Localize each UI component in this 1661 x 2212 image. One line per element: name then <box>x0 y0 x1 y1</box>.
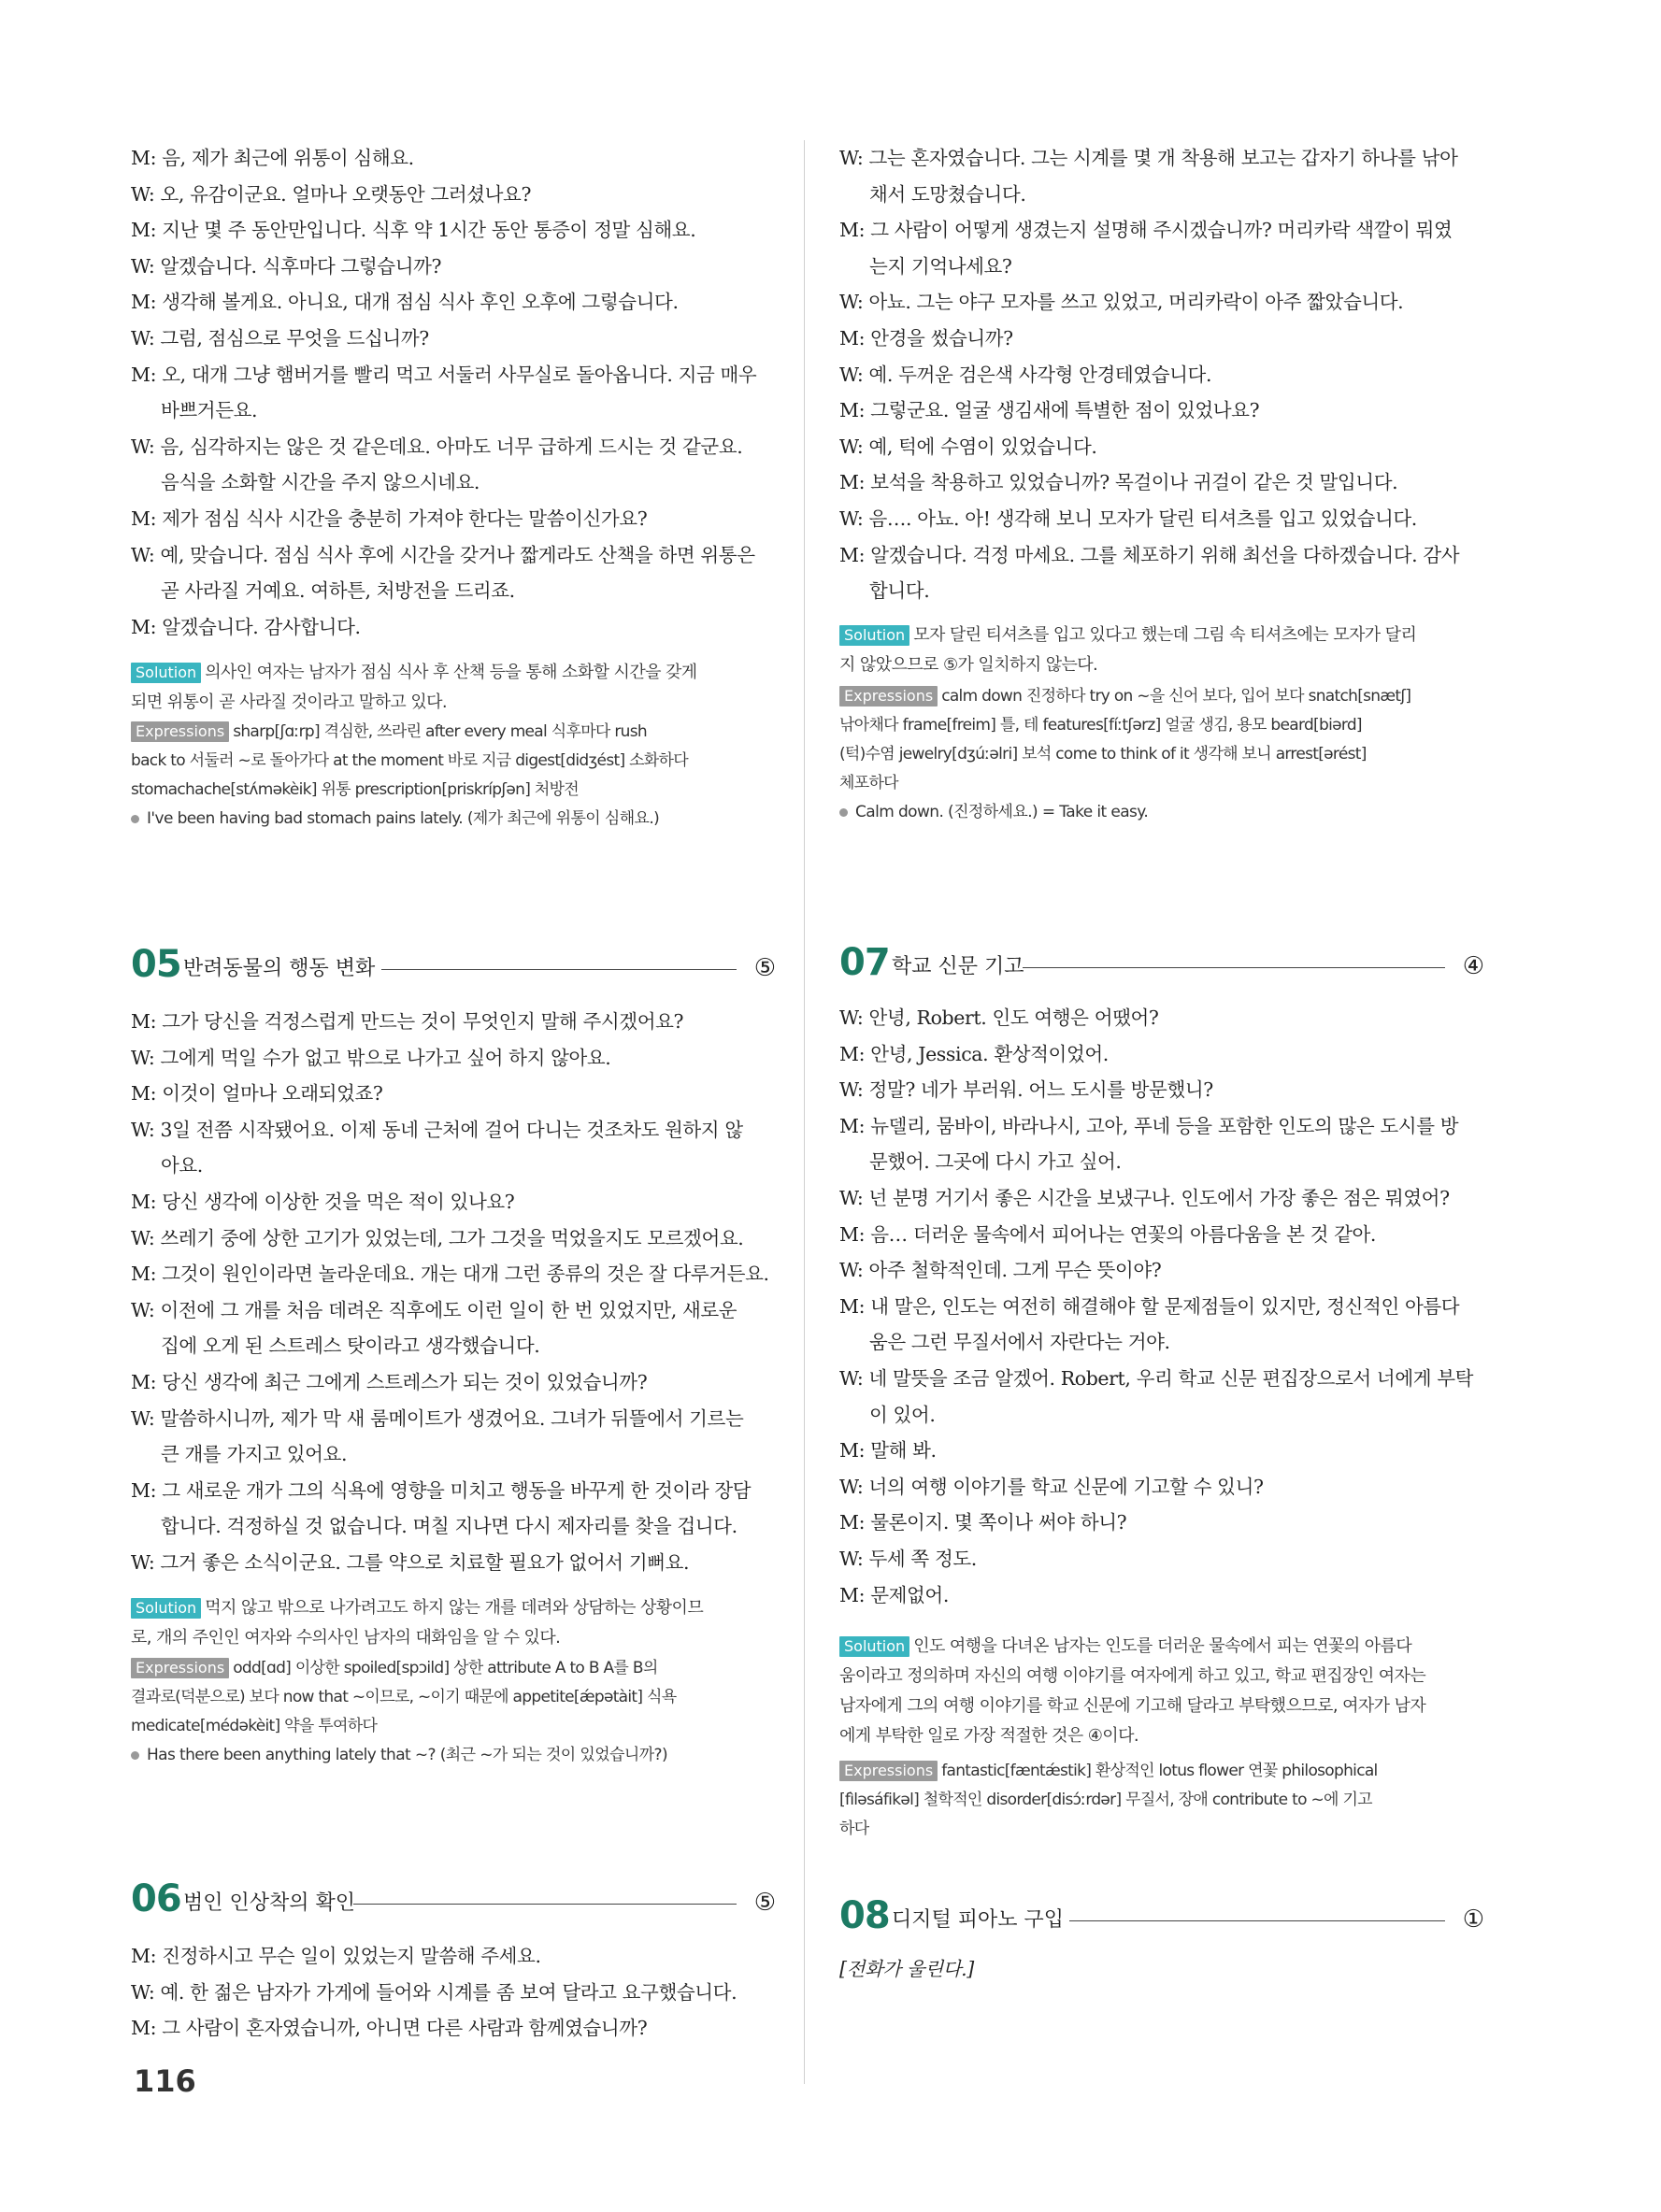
section-header-06 <box>131 1873 776 1919</box>
section-title: 학교 신문 기고 <box>892 955 1024 978</box>
dialog-block-04 <box>131 140 776 645</box>
dialog-line: 바쁘거든요. <box>161 399 258 422</box>
dialog-line: 는지 기억나세요? <box>869 254 1012 278</box>
dialog-line: W: 정말? 네가 부러워. 어느 도시를 방문했니? <box>839 1078 1213 1102</box>
dialog-line: W: 알겠습니다. 식후마다 그렇습니까? <box>131 254 442 278</box>
dialog-line: M: 음… 더러운 물속에서 피어나는 연꽃의 아름다움을 본 것 같아. <box>839 1222 1377 1246</box>
dialog-line: 곧 사라질 거예요. 여하튼, 처방전을 드리죠. <box>161 579 515 603</box>
solution-text: 모자 달린 티셔츠를 입고 있다고 했는데 그림 속 티셔츠에는 모자가 달리 <box>913 625 1417 645</box>
dialog-line: W: 3일 전쯤 시작됐어요. 이제 동네 근처에 걸어 다니는 것조차도 원하지 않 <box>131 1118 743 1141</box>
dialog-line: M: 그것이 원인이라면 놀라운데요. 개는 대개 그런 종류의 것은 잘 다루거든요. <box>131 1263 769 1286</box>
dialog-block-07 <box>839 1000 1484 1613</box>
bullet-icon <box>131 1751 139 1760</box>
solution-text: 의사인 여자는 남자가 점심 식사 후 산책 등을 통해 소화할 시간을 갖게 <box>205 663 697 682</box>
section-header-08 <box>839 1890 1484 1936</box>
solution-block-04 <box>131 658 776 718</box>
dialog-line: M: 지난 몇 주 동안만입니다. 식후 약 1시간 동안 통증이 정말 심해요. <box>131 219 696 242</box>
dialog-line: M: 보석을 착용하고 있었습니까? 목걸이나 귀걸이 같은 것 말입니다. <box>839 471 1398 494</box>
section-number: 06 <box>131 1877 181 1920</box>
dialog-line: W: 예, 맞습니다. 점심 식사 후에 시간을 갖거나 짧게라도 산책을 하면 위통은 <box>131 543 755 566</box>
expressions-block-06 <box>839 682 1484 827</box>
solution-text: 움이라고 정의하며 자신의 여행 이야기를 여자에게 하고 있고, 학교 편집장인 여자는 <box>839 1666 1426 1686</box>
expressions-text: fantastic[fæntǽstik] 환상적인 lotus flower 연꽃 philosophical <box>941 1762 1378 1780</box>
expressions-tag: Expressions <box>839 686 938 706</box>
expressions-block-04 <box>131 718 776 834</box>
dialog-line: W: 말씀하시니까, 제가 막 새 룸메이트가 생겼어요. 그녀가 뒤뜰에서 기르는 <box>131 1406 744 1430</box>
page-number: 116 <box>134 2063 196 2099</box>
key-sentence: Calm down. (진정하세요.) = Take it easy. <box>855 803 1149 821</box>
expressions-text: stomachache[stʌ́məkèik] 위통 prescription[priskrípʃən] 처방전 <box>131 780 580 799</box>
section-rule <box>1023 967 1445 968</box>
section-answer: ⑤ <box>753 954 776 982</box>
expressions-text: back to 서둘러 ~로 돌아가다 at the moment 바로 지금 digest[didʒést] 소화하다 <box>131 751 688 770</box>
dialog-line: W: 아뇨. 그는 야구 모자를 쓰고 있었고, 머리카락이 아주 짧았습니다. <box>839 291 1404 314</box>
dialog-line: M: 그 사람이 혼자였습니까, 아니면 다른 사람과 함께였습니까? <box>131 2017 648 2040</box>
section-number: 07 <box>839 941 890 984</box>
dialog-line: W: 그거 좋은 소식이군요. 그를 약으로 치료할 필요가 없어서 기뻐요. <box>131 1550 690 1574</box>
dialog-line: W: 네 말뜻을 조금 알겠어. Robert, 우리 학교 신문 편집장으로서 너에게 부탁 <box>839 1366 1474 1390</box>
section-title: 범인 인상착의 확인 <box>183 1891 356 1915</box>
expressions-tag: Expressions <box>131 1658 229 1678</box>
dialog-block-06 <box>131 1938 776 2047</box>
key-sentence: Has there been anything lately that ~? (최근 ~가 되는 것이 있었습니까?) <box>147 1746 667 1764</box>
dialog-line: W: 음…. 아뇨. 아! 생각해 보니 모자가 달린 티셔츠를 입고 있었습니다. <box>839 507 1417 530</box>
section-rule <box>381 969 737 970</box>
dialog-line: M: 그렇군요. 얼굴 생김새에 특별한 점이 있었나요? <box>839 399 1260 422</box>
dialog-line: W: 그럼, 점심으로 무엇을 드십니까? <box>131 326 429 350</box>
dialog-line: 합니다. <box>869 579 930 603</box>
section-rule <box>353 1904 737 1905</box>
section-number: 08 <box>839 1894 890 1937</box>
expressions-tag: Expressions <box>131 721 229 742</box>
dialog-line: M: 그가 당신을 걱정스럽게 만드는 것이 무엇인지 말해 주시겠어요? <box>131 1010 684 1033</box>
section-rule <box>1069 1920 1445 1921</box>
section-number: 05 <box>131 943 181 986</box>
section-answer: ① <box>1462 1905 1484 1934</box>
solution-text: 먹지 않고 밖으로 나가려고도 하지 않는 개를 데려와 상담하는 상황이므 <box>205 1598 704 1618</box>
dialog-line: W: 넌 분명 거기서 좋은 시간을 보냈구나. 인도에서 가장 좋은 점은 뭐였어? <box>839 1186 1450 1209</box>
dialog-block-06-cont <box>839 140 1484 609</box>
dialog-line: 문했어. 그곳에 다시 가고 싶어. <box>869 1150 1122 1174</box>
dialog-line: M: 이것이 얼마나 오래되었죠? <box>131 1082 383 1106</box>
dialog-line: M: 안경을 썼습니까? <box>839 326 1013 350</box>
solution-text: 지 않았으므로 ⑤가 일치하지 않는다. <box>839 655 1098 675</box>
expressions-text: 낚아채다 frame[freim] 틀, 테 features[fíːtʃərz] 얼굴 생김, 용모 beard[biərd] <box>839 716 1362 735</box>
solution-tag: Solution <box>839 1636 909 1657</box>
dialog-block-05 <box>131 1004 776 1581</box>
expressions-text: sharp[ʃɑːrp] 격심한, 쓰라린 after every meal 식후마다 rush <box>233 722 647 741</box>
dialog-line: 움은 그런 무질서에서 자란다는 거야. <box>869 1331 1170 1354</box>
solution-text: 인도 여행을 다녀온 남자는 인도를 더러운 물속에서 피는 연꽃의 아름다 <box>913 1636 1412 1656</box>
dialog-line: W: 두세 쪽 정도. <box>839 1547 977 1570</box>
expressions-tag: Expressions <box>839 1761 938 1781</box>
dialog-line: W: 그에게 먹일 수가 없고 밖으로 나가고 싶어 하지 않아요. <box>131 1046 611 1069</box>
solution-block-06 <box>839 621 1484 680</box>
dialog-line: 음식을 소화할 시간을 주지 않으시네요. <box>161 471 480 494</box>
dialog-line: M: 진정하시고 무슨 일이 있었는지 말씀해 주세요. <box>131 1945 541 1967</box>
expressions-block-07 <box>839 1757 1484 1844</box>
dialog-block-08 <box>839 1951 1484 1988</box>
section-answer: ⑤ <box>753 1889 776 1917</box>
dialog-line: M: 당신 생각에 이상한 것을 먹은 적이 있나요? <box>131 1190 515 1213</box>
section-title: 디지털 피아노 구입 <box>892 1908 1065 1932</box>
expressions-text: (턱)수염 jewelry[dʒúːəlri] 보석 come to think of it 생각해 보니 arrest[ərést] <box>839 745 1367 763</box>
bullet-icon <box>131 815 139 823</box>
dialog-line: M: 알겠습니다. 감사합니다. <box>131 615 361 638</box>
dialog-line: W: 예. 두꺼운 검은색 사각형 안경테였습니다. <box>839 363 1212 386</box>
dialog-line: M: 당신 생각에 최근 그에게 스트레스가 되는 것이 있었습니까? <box>131 1370 648 1393</box>
expressions-text: odd[ɑd] 이상한 spoiled[spɔild] 상한 attribute A to B A를 B의 <box>233 1659 658 1677</box>
dialog-line: 집에 오게 된 스트레스 탓이라고 생각했습니다. <box>161 1334 540 1358</box>
dialog-line: W: 오, 유감이군요. 얼마나 오랫동안 그러셨나요? <box>131 182 532 206</box>
dialog-line: 합니다. 걱정하실 것 없습니다. 며칠 지나면 다시 제자리를 찾을 겁니다. <box>161 1515 737 1538</box>
section-answer: ④ <box>1462 952 1484 980</box>
key-sentence: I've been having bad stomach pains lately. (제가 최근에 위통이 심해요.) <box>147 809 660 828</box>
dialog-line: M: 문제없어. <box>839 1583 949 1606</box>
solution-text: 에게 부탁한 일로 가장 적절한 것은 ④이다. <box>839 1726 1138 1746</box>
solution-tag: Solution <box>131 1598 201 1619</box>
dialog-line: W: 너의 여행 이야기를 학교 신문에 기고할 수 있니? <box>839 1475 1264 1498</box>
solution-block-05 <box>131 1593 776 1653</box>
dialog-line: 아요. <box>161 1154 203 1177</box>
dialog-line: W: 안녕, Robert. 인도 여행은 어땠어? <box>839 1006 1159 1029</box>
bullet-icon <box>839 808 848 817</box>
section-header-05 <box>131 938 776 985</box>
dialog-line: M: 뉴델리, 뭄바이, 바라나시, 고아, 푸네 등을 포함한 인도의 많은 도시를 방 <box>839 1114 1459 1137</box>
solution-text: 되면 위통이 곧 사라질 것이라고 말하고 있다. <box>131 692 448 712</box>
expressions-text: 하다 <box>839 1820 869 1838</box>
solution-text: 남자에게 그의 여행 이야기를 학교 신문에 기고해 달라고 부탁했으므로, 여자가 남자 <box>839 1696 1426 1716</box>
dialog-line: M: 알겠습니다. 걱정 마세요. 그를 체포하기 위해 최선을 다하겠습니다. 감사 <box>839 543 1460 566</box>
expressions-text: 체포하다 <box>839 774 898 792</box>
dialog-line: M: 안녕, Jessica. 환상적이었어. <box>839 1042 1109 1065</box>
stage-direction: [전화가 울린다.] <box>839 1958 974 1980</box>
dialog-line: 이 있어. <box>869 1403 936 1426</box>
expressions-text: calm down 진정하다 try on ~을 신어 보다, 입어 보다 snatch[snætʃ] <box>941 687 1411 706</box>
dialog-line: M: 그 새로운 개가 그의 식욕에 영향을 미치고 행동을 바꾸게 한 것이라 장담 <box>131 1478 752 1502</box>
dialog-line: M: 말해 봐. <box>839 1439 937 1463</box>
dialog-line: M: 생각해 볼게요. 아니요, 대개 점심 식사 후인 오후에 그렇습니다. <box>131 291 679 314</box>
expressions-text: medicate[médəkèit] 약을 투여하다 <box>131 1717 378 1735</box>
dialog-line: W: 그는 혼자였습니다. 그는 시계를 몇 개 착용해 보고는 갑자기 하나를 낚아 <box>839 147 1458 169</box>
solution-block-07 <box>839 1632 1484 1751</box>
dialog-line: M: 오, 대개 그냥 햄버거를 빨리 먹고 서둘러 사무실로 돌아옵니다. 지금 매우 <box>131 363 757 386</box>
dialog-line: 큰 개를 가지고 있어요. <box>161 1443 348 1466</box>
dialog-line: 채서 도망쳤습니다. <box>869 182 1026 206</box>
dialog-line: M: 물론이지. 몇 쪽이나 써야 하니? <box>839 1511 1127 1534</box>
dialog-line: W: 이전에 그 개를 처음 데려온 직후에도 이런 일이 한 번 있었지만, 새로운 <box>131 1298 737 1321</box>
solution-text: 로, 개의 주인인 여자와 수의사인 남자의 대화임을 알 수 있다. <box>131 1628 561 1648</box>
dialog-line: M: 그 사람이 어떻게 생겼는지 설명해 주시겠습니까? 머리카락 색깔이 뭐였 <box>839 219 1453 242</box>
expressions-text: 결과로(덕분으로) 보다 now that ~이므로, ~이기 때문에 appetite[ǽpətàit] 식욕 <box>131 1688 677 1706</box>
dialog-line: W: 예, 턱에 수염이 있었습니다. <box>839 435 1097 458</box>
solution-tag: Solution <box>131 663 201 683</box>
dialog-line: M: 음, 제가 최근에 위통이 심해요. <box>131 147 414 169</box>
section-header-07 <box>839 936 1484 983</box>
solution-tag: Solution <box>839 625 909 646</box>
dialog-line: M: 내 말은, 인도는 여전히 해결해야 할 문제점들이 있지만, 정신적인 아름다 <box>839 1294 1460 1318</box>
dialog-line: W: 예. 한 젊은 남자가 가게에 들어와 시계를 좀 보여 달라고 요구했습니다. <box>131 1980 737 2004</box>
dialog-line: W: 음, 심각하지는 않은 것 같은데요. 아마도 너무 급하게 드시는 것 같군요. <box>131 435 743 458</box>
dialog-line: W: 쓰레기 중에 상한 고기가 있었는데, 그가 그것을 먹었을지도 모르겠어요. <box>131 1226 744 1249</box>
section-title: 반려동물의 행동 변화 <box>183 957 376 980</box>
dialog-line: W: 아주 철학적인데. 그게 무슨 뜻이야? <box>839 1259 1162 1282</box>
dialog-line: M: 제가 점심 식사 시간을 충분히 가져야 한다는 말씀이신가요? <box>131 507 648 530</box>
column-divider <box>804 140 805 2084</box>
expressions-block-05 <box>131 1654 776 1770</box>
expressions-text: [fìləsáfikəl] 철학적인 disorder[disɔ́ːrdər] 무질서, 장애 contribute to ~에 기고 <box>839 1791 1372 1809</box>
